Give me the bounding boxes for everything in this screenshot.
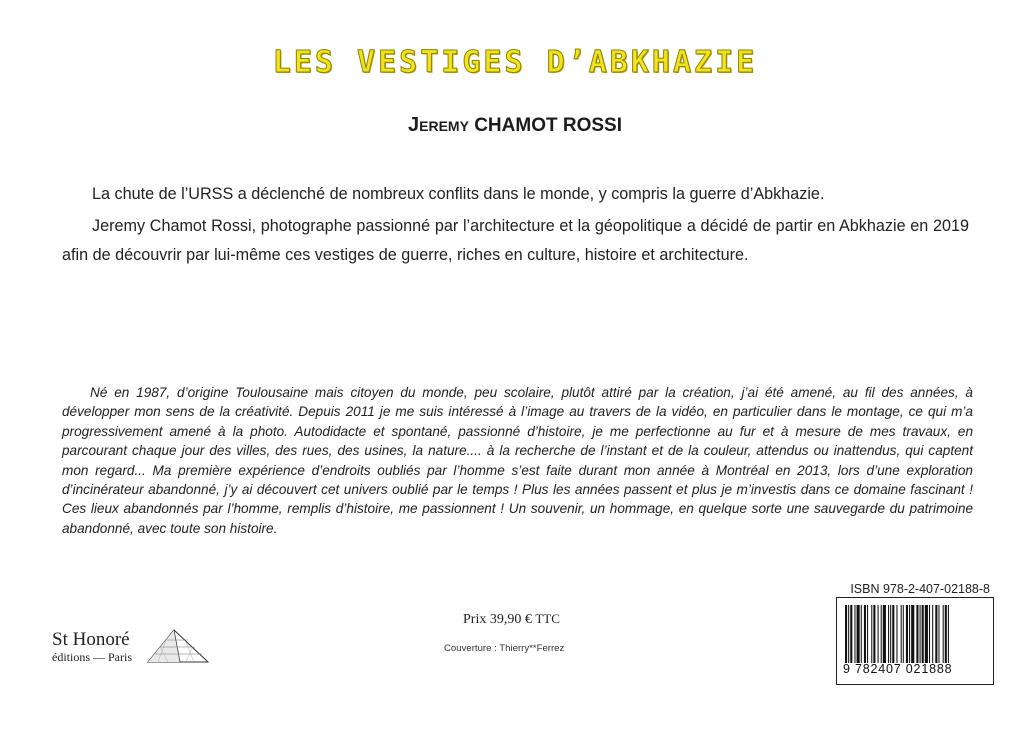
- author-first-name: Jeremy: [408, 114, 469, 136]
- price: [463, 611, 560, 628]
- synopsis-paragraph-2: Jeremy Chamot Rossi, photographe passionné par l’architecture et la géopolitique a décidé de partir en Abkhazie en 2019 afin de découvrir par lui-même ces vestiges de guerre, riches en culture, histoire et architecture.: [62, 217, 969, 264]
- isbn-label: ISBN 978-2-407-02188-8: [850, 582, 990, 596]
- publisher-name: St Honoré: [52, 629, 130, 650]
- publisher-location: éditions — Paris: [52, 650, 132, 664]
- price-tax-suffix: TTC: [535, 611, 560, 626]
- book-title: LES VESTIGES D’ABKHAZIE: [272, 45, 758, 80]
- barcode-digits: 9 782407 021888: [843, 662, 953, 676]
- synopsis-paragraph-1: La chute de l’URSS a déclenché de nombreux conflits dans le monde, y compris la guerre d’Abkhazie.: [92, 185, 825, 203]
- barcode-bars: [845, 605, 987, 663]
- publisher-logo: [52, 630, 132, 664]
- barcode: [836, 597, 994, 685]
- pyramid-icon: [146, 628, 210, 664]
- cover-credit: Couverture : Thierry**Ferrez: [444, 643, 565, 654]
- author-name: [0, 113, 1030, 138]
- author-biography: Né en 1987, d’origine Toulousaine mais citoyen du monde, peu scolaire, plutôt attiré par la création, j’ai été amené, au fil des années, à développer mon sens de la créativité. Depuis 2011 je me suis intéressé à l’image au travers de la vidéo, en particulier dans le montage, ce qui m’a progressivement amené à la photo. Autodidacte et spontané, passionné d’histoire, je me perfectionne au fur et à mesure de mes travaux, en parcourant chaque jour des villes, des rues, des usines, la nature.... à la recherche de l’instant et de la couleur, attendus ou inattendus, qui captent mon regard... Ma première expérience d’endroits oubliés par l’homme s’est faite durant mon année à Montréal en 2013, lors d’une exploration d’incinérateur abandonné, j’y ai découvert cet univers oublié par le temps ! Plus les années passent et plus je m’investis dans ce domaine fascinant ! Ces lieux abandonnés par l’homme, remplis d’histoire, me passionnent ! Un souvenir, un hommage, en quelque sorte une sauvegarde du patrimoine abandonné, avec toute son histoire.: [62, 385, 973, 536]
- price-amount: Prix 39,90 €: [463, 612, 532, 627]
- author-last-name: CHAMOT ROSSI: [474, 115, 622, 136]
